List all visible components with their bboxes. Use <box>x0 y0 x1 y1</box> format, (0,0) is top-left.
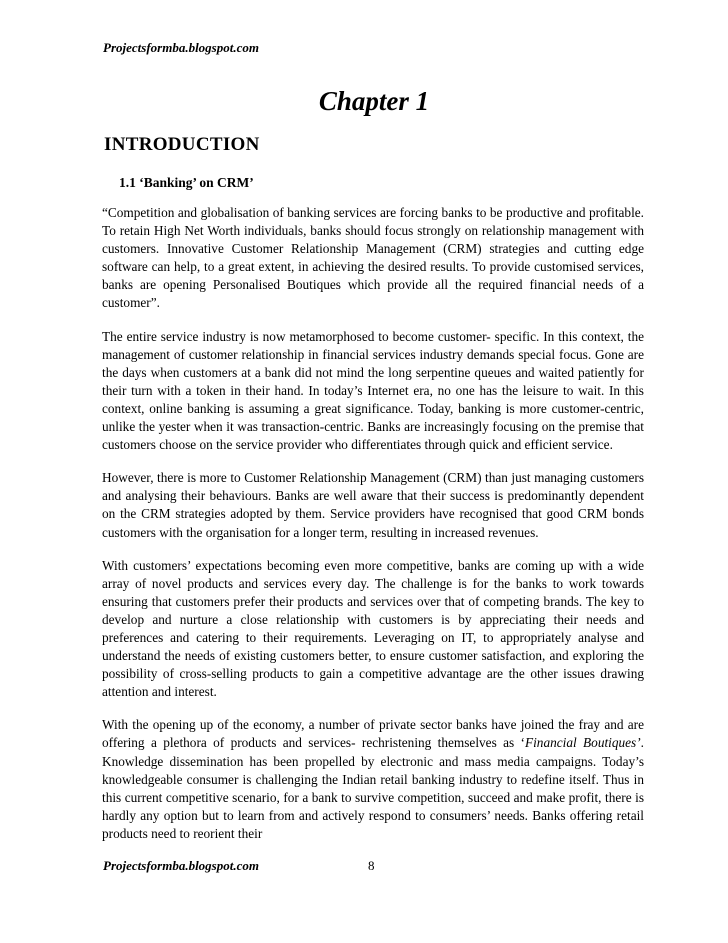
paragraph-customer-expectations: With customers’ expectations becoming even more competitive, banks are coming up with a wide array of novel products and services every day. The challenge is for the banks to work towards ensuring that customers prefer their products and services over that of competing brands. The key to develop and nurture a close relationship with customers is by appreciating their needs and preferences and catering to their requirements. Leveraging on IT, to appropriately analyse and understand the needs of existing customers better, to ensure customer satisfaction, and exploring the possibility of cross-selling products to gain a competitive advantage are the other issues drawing attention and interest. <box>102 557 644 700</box>
footer-site-name: Projectsformba.blogspot.com <box>103 858 259 873</box>
financial-boutiques-emphasis: Financial Boutiques’ <box>524 735 641 751</box>
body-text <box>102 204 644 858</box>
paragraph-economy-text-start: With the opening up of the economy, a number of private sector banks have joined the fray and are offering a plethora of products and services- rechristening themselves as ‘ <box>102 717 644 751</box>
paragraph-economy-text-end: . Knowledge dissemination has been propelled by electronic and mass media campaigns. Today’s knowledgeable consumer is challenging the Indian retail banking industry to redefine itself. Thus in this current competitive scenario, for a bank to survive competition, succeed and make profit, there is hardly any option but to learn from and actively respond to consumers’ needs. Banks offering retail products need to reorient their <box>102 735 644 841</box>
paragraph-crm-success: However, there is more to Customer Relationship Management (CRM) than just managing customers and analysing their behaviours. Banks are well aware that their success is predominantly dependent on the CRM strategies adopted by them. Service providers have recognised that good CRM bonds customers with the organisation for a longer term, resulting in increased revenues. <box>102 470 644 540</box>
chapter-title <box>0 86 728 117</box>
paragraph-economy-opening <box>102 716 644 843</box>
chapter-title-text: Chapter 1 <box>318 86 430 116</box>
paragraph-service-industry: The entire service industry is now metamorphosed to become customer- specific. In this context, the management of customer relationship in financial services industry demands special focus. Gone are the days when customers at a bank did not mind the long serpentine queues and waited patiently for their turn with a token in their hand. In today’s Internet era, no one has the leisure to wait. In this context, online banking is assuming a great significance. Today, banking is more customer-centric, unlike the yester when it was transaction-centric. Banks are increasingly focusing on the premise that customers choose on the service provider who differentiates through quick and efficient service. <box>102 328 644 453</box>
page-number: 8 <box>368 858 375 873</box>
header-site-name: Projectsformba.blogspot.com <box>103 40 259 55</box>
subsection-heading: 1.1 ‘Banking’ on CRM’ <box>119 175 254 190</box>
paragraph-quote: “Competition and globalisation of banking services are forcing banks to be productive and profitable. To retain High Net Worth individuals, banks should focus strongly on relationship management with customers. Innovative Customer Relationship Management (CRM) strategies and cutting edge software can help, to a great extent, in achieving the desired results. To provide customised services, banks are opening Personalised Boutiques which provide all the required financial needs of a customer”. <box>102 205 644 311</box>
section-heading: INTRODUCTION <box>104 134 260 155</box>
